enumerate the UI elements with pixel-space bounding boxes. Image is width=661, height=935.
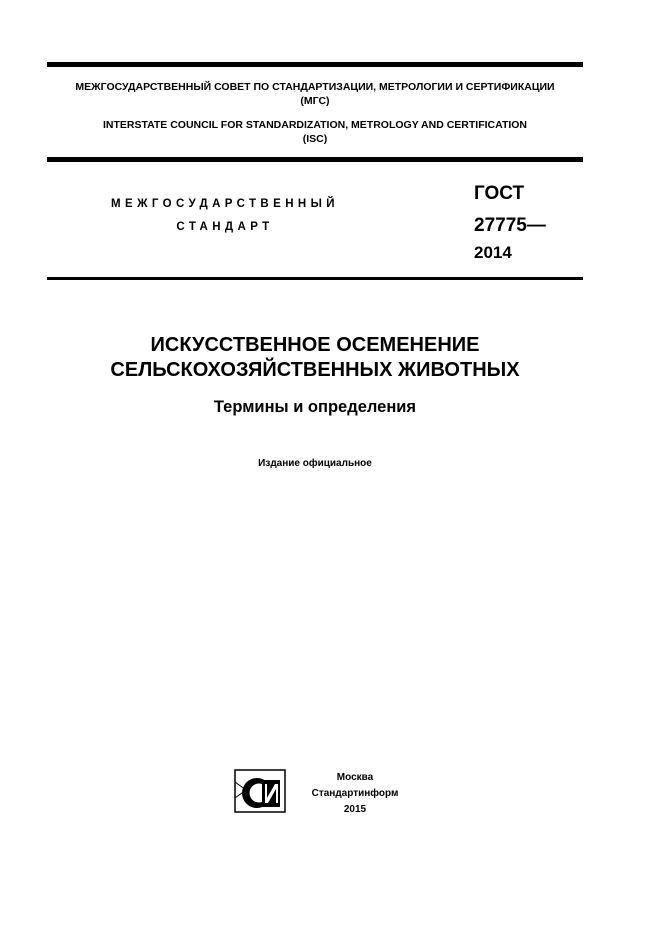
document-title-line1: ИСКУССТВЕННОЕ ОСЕМЕНЕНИЕ bbox=[150, 334, 480, 356]
publisher-year: 2015 bbox=[343, 804, 367, 815]
council-ru-name: МЕЖГОСУДАРСТВЕННЫЙ СОВЕТ ПО СТАНДАРТИЗАЦИИ, МЕТРОЛОГИИ И СЕРТИФИКАЦИИ bbox=[75, 81, 555, 93]
document-title-line2: СЕЛЬСКОХОЗЯЙСТВЕННЫХ ЖИВОТНЫХ bbox=[110, 359, 520, 381]
publisher-city: Москва bbox=[336, 772, 374, 783]
gost-designation: ГОСТ bbox=[474, 183, 525, 204]
council-ru-abbr: (МГС) bbox=[300, 95, 330, 107]
council-en-abbr: (ISC) bbox=[302, 133, 328, 145]
council-en bbox=[47, 118, 583, 146]
document-title bbox=[47, 333, 583, 383]
header-rule bbox=[47, 277, 583, 280]
council-en-name: INTERSTATE COUNCIL FOR STANDARDIZATION, METROLOGY AND CERTIFICATION bbox=[102, 119, 528, 131]
edition-label: Издание официальное bbox=[258, 458, 372, 469]
standard-kind-line2: СТАНДАРТ bbox=[176, 221, 274, 233]
council-rule bbox=[47, 157, 583, 162]
publisher-name: Стандартинформ bbox=[311, 788, 399, 799]
gost-number: 27775— bbox=[474, 215, 546, 236]
publisher-block bbox=[300, 770, 410, 818]
document-subtitle: Термины и определения bbox=[213, 398, 417, 416]
gost-year: 2014 bbox=[474, 243, 512, 262]
standartinform-logo-icon bbox=[232, 768, 288, 814]
council-ru bbox=[47, 80, 583, 108]
standard-kind-line1: МЕЖГОСУДАРСТВЕННЫЙ bbox=[111, 198, 339, 210]
top-rule bbox=[47, 62, 583, 67]
